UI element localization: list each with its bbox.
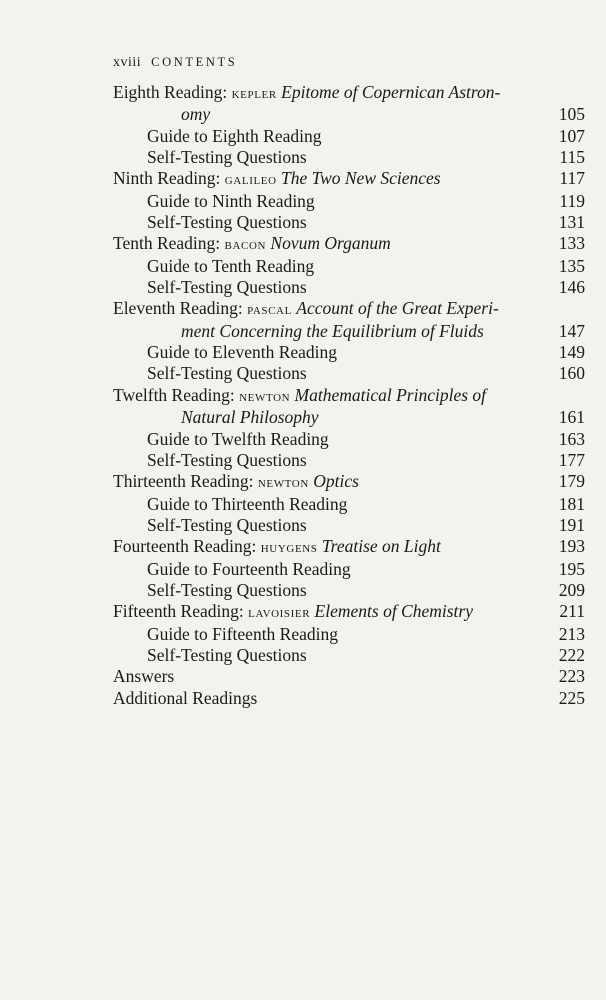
entry-label: Guide to Twelfth Reading <box>147 428 329 449</box>
entry-label: Self-Testing Questions <box>147 147 307 168</box>
toc-entry-additional-readings <box>113 688 585 709</box>
page-number: 209 <box>558 579 585 600</box>
page-number: 161 <box>558 407 585 428</box>
entry-label: Guide to Thirteenth Reading <box>147 493 348 514</box>
page-folio: xviii <box>113 55 142 70</box>
toc-entry-questions-tenth <box>113 277 585 298</box>
running-header <box>113 55 237 71</box>
entry-label: Guide to Tenth Reading <box>147 255 315 276</box>
entry-label: Self-Testing Questions <box>147 644 307 665</box>
table-of-contents <box>113 82 585 709</box>
toc-entry-thirteenth-reading <box>113 471 585 493</box>
page-number: 179 <box>558 471 585 492</box>
toc-entry-guide-eleventh <box>113 342 585 363</box>
author-name: bacon <box>224 236 267 254</box>
page-number: 147 <box>558 320 585 341</box>
toc-entry-questions-ninth <box>113 212 585 233</box>
entry-label: Self-Testing Questions <box>147 277 307 298</box>
entry-label: Self-Testing Questions <box>147 212 307 233</box>
page-number: 105 <box>558 104 585 125</box>
page-number: 191 <box>558 514 585 535</box>
entry-label: Guide to Eighth Reading <box>147 125 322 146</box>
entry-label: Additional Readings <box>113 687 258 708</box>
toc-entry-questions-thirteenth <box>113 515 585 536</box>
toc-entry-guide-eighth <box>113 126 585 147</box>
entry-label: Guide to Fifteenth Reading <box>147 623 339 644</box>
reading-label: Thirteenth Reading: <box>113 471 254 492</box>
toc-entry-eleventh-reading <box>113 298 585 342</box>
page-number: 211 <box>559 601 585 622</box>
page-number: 213 <box>558 623 585 644</box>
work-title: Mathematical Principles of <box>294 384 487 405</box>
reading-label: Twelfth Reading: <box>113 384 235 405</box>
entry-label: Guide to Fourteenth Reading <box>147 558 351 579</box>
entry-label: Answers <box>113 666 175 687</box>
page-number: 163 <box>558 428 585 449</box>
page-number: 133 <box>558 233 585 254</box>
reading-label: Fifteenth Reading: <box>113 601 244 622</box>
toc-entry-guide-fifteenth <box>113 624 585 645</box>
toc-entry-twelfth-reading <box>113 385 585 429</box>
author-name: newton <box>239 387 291 405</box>
page-number: 115 <box>559 147 585 168</box>
page-number: 146 <box>558 277 585 298</box>
work-title-continued: ment Concerning the Equilibrium of Fluids <box>181 320 484 341</box>
toc-entry-guide-ninth <box>113 191 585 212</box>
page-number: 117 <box>559 168 585 189</box>
running-title: CONTENTS <box>151 55 238 69</box>
author-name: galileo <box>224 171 277 189</box>
toc-entry-eighth-reading <box>113 82 585 126</box>
work-title-continued: Natural Philosophy <box>181 407 319 428</box>
reading-label: Tenth Reading: <box>113 233 221 254</box>
toc-entry-guide-tenth <box>113 256 585 277</box>
work-title-continued: omy <box>181 104 211 125</box>
toc-entry-guide-fourteenth <box>113 559 585 580</box>
toc-entry-guide-thirteenth <box>113 494 585 515</box>
page-number: 149 <box>558 342 585 363</box>
entry-label: Self-Testing Questions <box>147 449 307 470</box>
author-name: newton <box>257 474 309 492</box>
page-number: 177 <box>558 449 585 470</box>
work-title: Account of the Great Experi- <box>296 298 499 319</box>
work-title: Optics <box>313 471 359 492</box>
toc-entry-ninth-reading <box>113 168 585 190</box>
page-number: 195 <box>558 558 585 579</box>
toc-entry-fifteenth-reading <box>113 601 585 623</box>
entry-label: Self-Testing Questions <box>147 363 307 384</box>
toc-entry-tenth-reading <box>113 233 585 255</box>
page-number: 119 <box>559 190 585 211</box>
toc-entry-questions-eighth <box>113 147 585 168</box>
entry-label: Self-Testing Questions <box>147 514 307 535</box>
toc-entry-questions-eleventh <box>113 363 585 384</box>
author-name: huygens <box>260 539 318 557</box>
toc-entry-fourteenth-reading <box>113 536 585 558</box>
toc-entry-guide-twelfth <box>113 429 585 450</box>
work-title: Elements of Chemistry <box>314 601 473 622</box>
reading-label: Ninth Reading: <box>113 168 221 189</box>
entry-label: Guide to Ninth Reading <box>147 190 315 211</box>
toc-entry-questions-twelfth <box>113 450 585 471</box>
page-number: 193 <box>558 536 585 557</box>
page-number: 225 <box>558 687 585 708</box>
work-title: Novum Organum <box>270 233 391 254</box>
page-number: 135 <box>558 255 585 276</box>
page-number: 223 <box>558 666 585 687</box>
author-name: pascal <box>247 301 292 319</box>
toc-entry-answers <box>113 666 585 687</box>
toc-entry-questions-fifteenth <box>113 645 585 666</box>
reading-label: Fourteenth Reading: <box>113 536 257 557</box>
author-name: lavoisier <box>248 604 311 622</box>
work-title: Epitome of Copernican Astron- <box>281 82 501 102</box>
page-number: 181 <box>558 493 585 514</box>
toc-entry-questions-fourteenth <box>113 580 585 601</box>
reading-label: Eleventh Reading: <box>113 298 243 319</box>
work-title: Treatise on Light <box>321 536 441 557</box>
page-number: 222 <box>558 644 585 665</box>
entry-label: Self-Testing Questions <box>147 579 307 600</box>
author-name: kepler <box>231 85 277 102</box>
page-number: 160 <box>558 363 585 384</box>
page-number: 107 <box>558 125 585 146</box>
reading-label: Eighth Reading: <box>113 82 228 102</box>
work-title: The Two New Sciences <box>281 168 441 189</box>
entry-label: Guide to Eleventh Reading <box>147 342 338 363</box>
page-number: 131 <box>558 212 585 233</box>
